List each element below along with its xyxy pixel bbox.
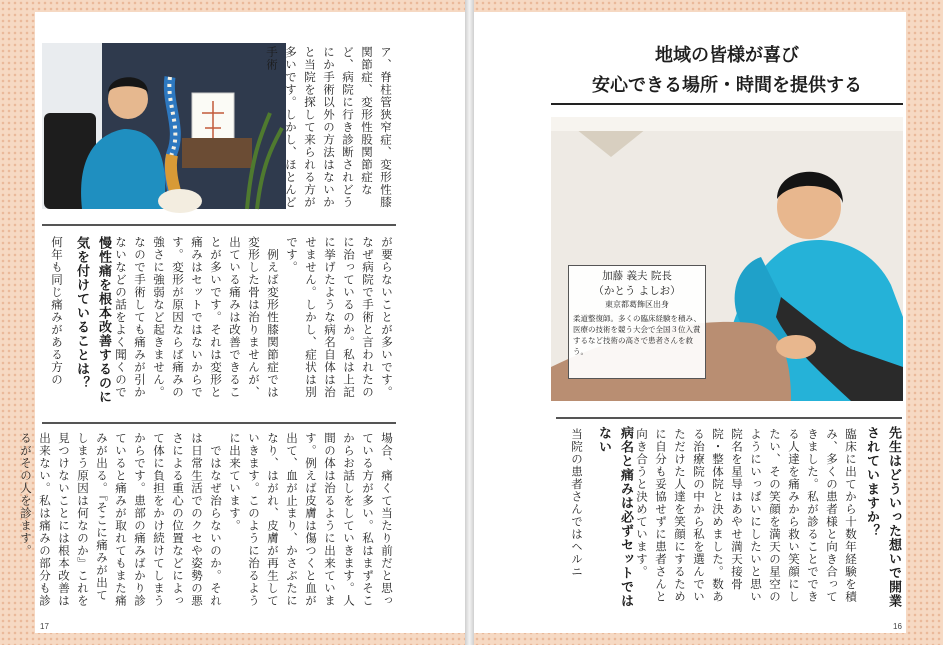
- right-question-1: 先生はどういった想いで開業されていますか？: [864, 426, 901, 608]
- right-divider: [556, 417, 902, 419]
- doctor-name-reading: （かとう よしお）: [593, 285, 681, 297]
- doctor-description: 柔道整復師。多くの臨床経験を積み、医療の技術を競う大会で全国３位入賞するなど技術の高さで患者さんを救う。: [573, 314, 701, 356]
- left-page-number: 17: [40, 622, 49, 631]
- right-question-2: 病名と痛みは必ずセットではない: [596, 426, 633, 608]
- left-divider-upper: [42, 224, 396, 226]
- title-line-1: 地域の皆様が喜び: [655, 45, 799, 66]
- doctor-origin: 東京都葛飾区出身: [605, 300, 669, 309]
- doctor-profile-caption: [568, 265, 706, 379]
- left-text-column-middle: が要らないことが多いです。なぜ病院で手術と言われたのに治っているのか。私は上記に挙げたような病名自体は治せません。しかし、症状は別です。 例えば変形性膝関節症では変形した骨は治りませんが、出ている痛みは改善できることが多いです。それは変形と痛みはセットではないからです。変形が原因ならば痛みの強さに強弱など起きません。なので手術しても痛みが引かないなどの話をよく聞くので: [114, 236, 394, 399]
- doctor-name: 加藤 義夫 院長: [602, 270, 672, 282]
- left-text-column-bottom: 場合、痛くて当たり前だと思っている方が多い。私はまずそこからお話しをしていきます。人間の体は治るように出来ています。例えば皮膚は傷つくと血が出て、血が止まり、かさぶたになり、はがれ、皮膚が再生していきます。このように治るように出来ています。 ではなぜ治らないのか。それは日常生活でのクセや姿勢の悪さによる重心の位置などによって体に負担をかけ続けてしまうからです。患部の痛みばかり診ていると痛みが取れてもまた痛みが出る。『そこに痛みが出てしまう原因は何なのか』これを見つけないことには根本改善は出来ない。私は痛みの部分も診るがその人を診ます。: [19, 432, 394, 607]
- left-text-column-top: ア、脊柱管狭窄症、変形性膝関節症、変形性股関節症など、病院に行き診断されどうにか手術以外の方法はないかと当院を探して来られる方が多いです。しかし、ほとんど手術: [265, 46, 393, 209]
- article-title: [551, 37, 903, 105]
- right-page-number: 16: [893, 622, 902, 631]
- doctor-spine-model-photo: [42, 43, 286, 209]
- right-answer-2: 当院の患者さんではヘルニ: [570, 428, 584, 578]
- page-gutter: [465, 0, 474, 645]
- left-heading-body: 何年も同じ痛みがある方の: [50, 236, 64, 386]
- title-line-2: 安心できる場所・時間を提供する: [592, 75, 862, 96]
- doctor-spine-model-illustration: [42, 43, 286, 209]
- left-section-heading: 慢性痛を根本改善するのに気を付けていることは？: [74, 236, 111, 404]
- right-answer-1: 臨床に出てから十数年経験を積み、多くの患者様と向き合ってきました。私が診ることでできる人達を痛みから救い笑顔にしたい、その笑顔を満天の星空のようにいっぱいにしたいと思い院名を星导はあやせ満天接骨院・整体院と決めました。数ある治療院の中から私を選んでいただけた人達を笑顔にするために自分も妥協せずに患者さんと向き合うと決めています。: [635, 428, 858, 603]
- left-divider-lower: [42, 422, 396, 424]
